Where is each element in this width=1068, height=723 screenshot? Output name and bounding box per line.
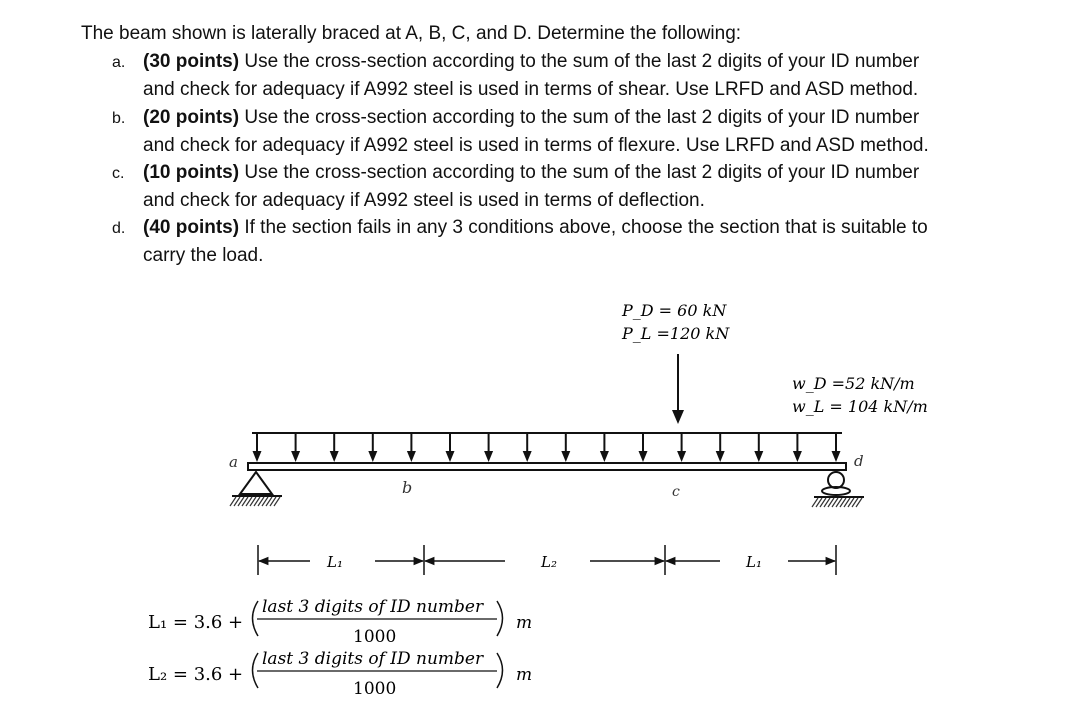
equation-L2-unit: m [516,665,533,685]
distributed-load-arrow [561,434,570,462]
distributed-load-arrow [793,434,802,462]
distributed-load-arrow [716,434,725,462]
item-letter: a. [112,54,126,71]
item-text-line1: Use the cross-section according to the sum of the last 2 digits of your ID number [239,107,920,128]
equation-L2 [148,649,532,699]
roller-support-d [812,472,864,507]
distributed-load-arrow [639,434,648,462]
point-label-d: d [854,452,864,470]
item-letter: b. [112,110,126,127]
item-points: (10 points) [143,162,240,183]
pin-support-a [230,472,282,506]
distributed-load-arrow [677,434,686,462]
item-text-line2: and check for adequacy if A992 steel is used in terms of shear. Use LRFD and ASD method. [143,79,919,100]
equation-L2-numerator: last 3 digits of ID number [262,649,484,669]
item-letter: d. [112,220,126,237]
item-points: (40 points) [143,217,240,238]
point-load-arrow [672,354,684,424]
equation-L2-denominator: 1000 [353,679,397,699]
span-label-middle: L₂ [541,553,557,571]
equation-L1-unit: m [516,613,533,633]
distributed-load-arrow [407,434,416,462]
problem-intro: The beam shown is laterally braced at A, B, C, and D. Determine the following: [81,23,742,44]
distributed-load [252,433,842,462]
distributed-load-arrow [291,434,300,462]
equation-L1 [148,597,532,647]
equation-L1-lhs: L₁ = 3.6 + [148,612,244,633]
point-load-live-label: P_L =120 kN [622,324,730,343]
distributed-load-arrow [523,434,532,462]
equation-L1-numerator: last 3 digits of ID number [262,597,484,617]
distributed-load-arrow [484,434,493,462]
beam [248,463,846,470]
item-points: (30 points) [143,51,240,72]
point-label-c: c [672,484,680,500]
distributed-load-arrow [368,434,377,462]
item-text-line2: and check for adequacy if A992 steel is used in terms of deflection. [143,190,705,211]
right-paren [497,653,503,688]
point-label-b: b [402,478,413,497]
item-text-line2: and check for adequacy if A992 steel is used in terms of flexure. Use LRFD and ASD method. [143,135,929,156]
item-letter: c. [112,165,125,182]
distributed-load-live-label: w_L = 104 kN/m [792,397,928,416]
equation-L2-lhs: L₂ = 3.6 + [148,664,244,685]
item-points: (20 points) [143,107,240,128]
distributed-load-arrow [253,434,262,462]
equation-L1-denominator: 1000 [353,627,397,647]
distributed-load-arrow [600,434,609,462]
item-text-line1: Use the cross-section according to the sum of the last 2 digits of your ID number [239,162,920,183]
distributed-load-arrow [832,434,841,462]
distributed-load-arrows [253,434,841,462]
point-load-dead-label: P_D = 60 kN [622,301,727,320]
span-label-right: L₁ [746,553,762,571]
distributed-load-arrow [754,434,763,462]
distributed-load-arrow [330,434,339,462]
right-paren [497,601,503,636]
item-text-line1: Use the cross-section according to the sum of the last 2 digits of your ID number [239,51,920,72]
distributed-load-arrow [446,434,455,462]
point-label-a: a [229,453,238,471]
item-text-line1: If the section fails in any 3 conditions above, choose the section that is suitable to [239,217,928,238]
span-label-left: L₁ [327,553,343,571]
distributed-load-dead-label: w_D =52 kN/m [792,374,915,393]
item-text-line2: carry the load. [143,245,264,266]
